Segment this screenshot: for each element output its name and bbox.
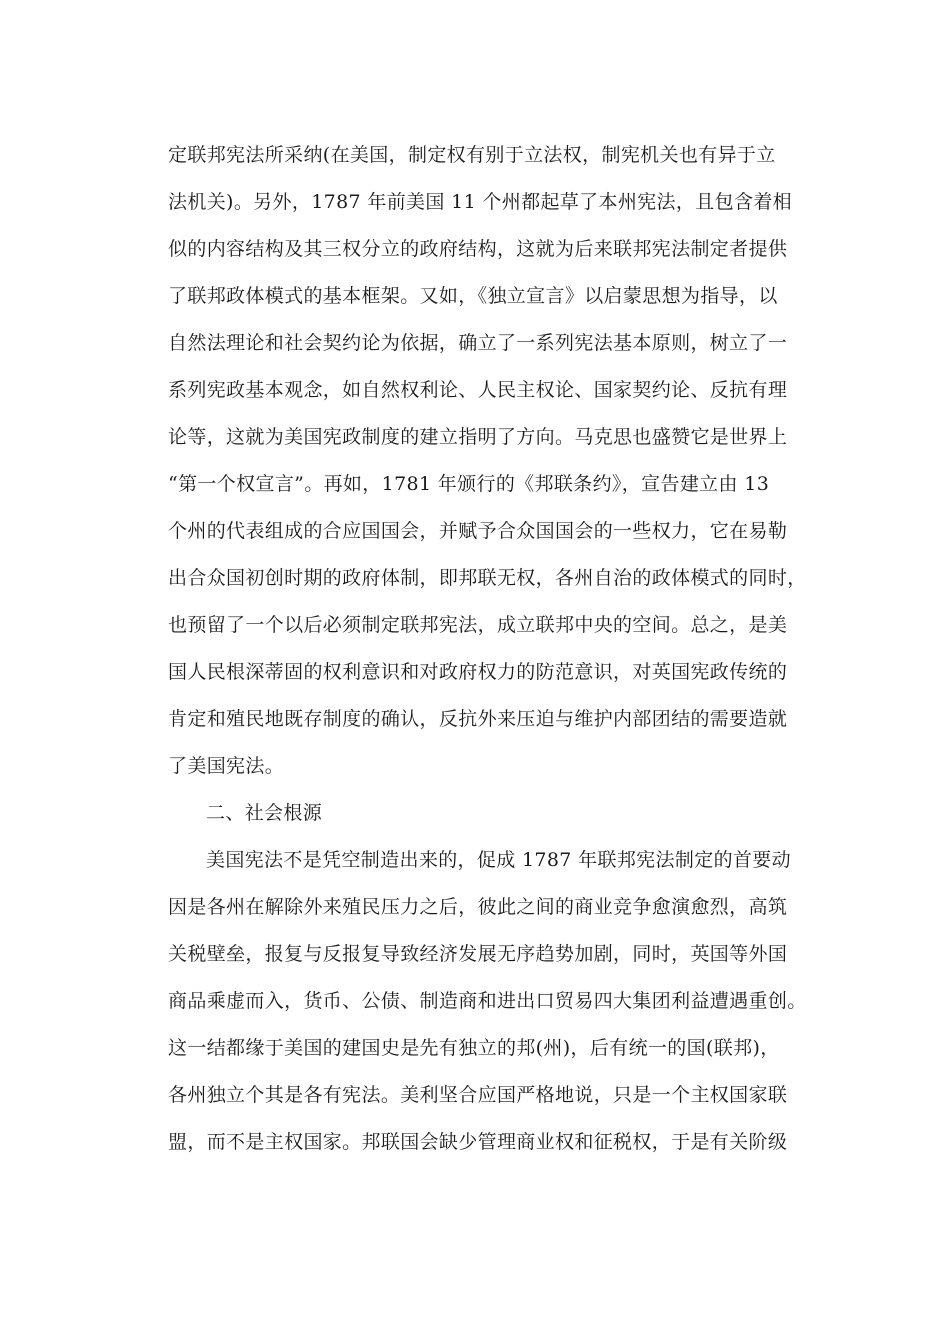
text-line: 了美国宪法。 [168, 755, 285, 777]
text-line: 个州的代表组成的合应国国会，并赋予合众国国会的一些权力，它在易勒 [168, 520, 788, 542]
text-line: 商品乘虚而入，货币、公债、制造商和进出口贸易四大集团利益遭遇重创。 [168, 990, 807, 1012]
text-line: “第一个权宣言”。再如，1781 年颁行的《邦联条约》，宣告建立由 13 [168, 473, 770, 495]
text-line: 因是各州在解除外来殖民压力之后，彼此之间的商业竞争愈演愈烈，高筑 [168, 896, 788, 918]
text-line: 了联邦政体模式的基本框架。又如，《独立宣言》以启蒙思想为指导，以 [168, 285, 778, 307]
text-line: 国人民根深蒂固的权利意识和对政府权力的防范意识，对英国宪政传统的 [168, 661, 788, 683]
text-line: 系列宪政基本观念，如自然权利论、人民主权论、国家契约论、反抗有理 [168, 379, 788, 401]
text-line: 似的内容结构及其三权分立的政府结构，这就为后来联邦宪法制定者提供 [168, 238, 788, 260]
text-line: 也预留了一个以后必须制定联邦宪法，成立联邦中央的空间。总之，是美 [168, 614, 788, 636]
section-heading: 二、社会根源 [206, 802, 323, 824]
text-line: 论等，这就为美国宪政制度的建立指明了方向。马克思也盛赞它是世界上 [168, 426, 788, 448]
text-line: 各州独立个其是各有宪法。美利坚合应国严格地说，只是一个主权国家联 [168, 1084, 788, 1106]
text-line: 这一结都缘于美国的建国史是先有独立的邦(州)，后有统一的国(联邦)， [168, 1037, 780, 1059]
text-line: 出合众国初创时期的政府体制，即邦联无权，各州自治的政体模式的同时， [168, 567, 807, 589]
text-line: 关税壁垒，报复与反报复导致经济发展无序趋势加剧，同时，英国等外国 [168, 943, 788, 965]
paragraph-first-line: 美国宪法不是凭空制造出来的，促成 1787 年联邦宪法制定的首要动 [206, 849, 791, 871]
text-line: 自然法理论和社会契约论为依据，确立了一系列宪法基本原则，树立了一 [168, 332, 788, 354]
text-line: 法机关)。另外，1787 年前美国 11 个州都起草了本州宪法，且包含着相 [168, 191, 793, 213]
text-line: 肯定和殖民地既存制度的确认，反抗外来压迫与维护内部团结的需要造就 [168, 708, 788, 730]
text-line: 盟，而不是主权国家。邦联国会缺少管理商业权和征税权，于是有关阶级 [168, 1131, 788, 1153]
text-line: 定联邦宪法所采纳(在美国，制定权有别于立法权，制宪机关也有异于立 [168, 144, 776, 166]
